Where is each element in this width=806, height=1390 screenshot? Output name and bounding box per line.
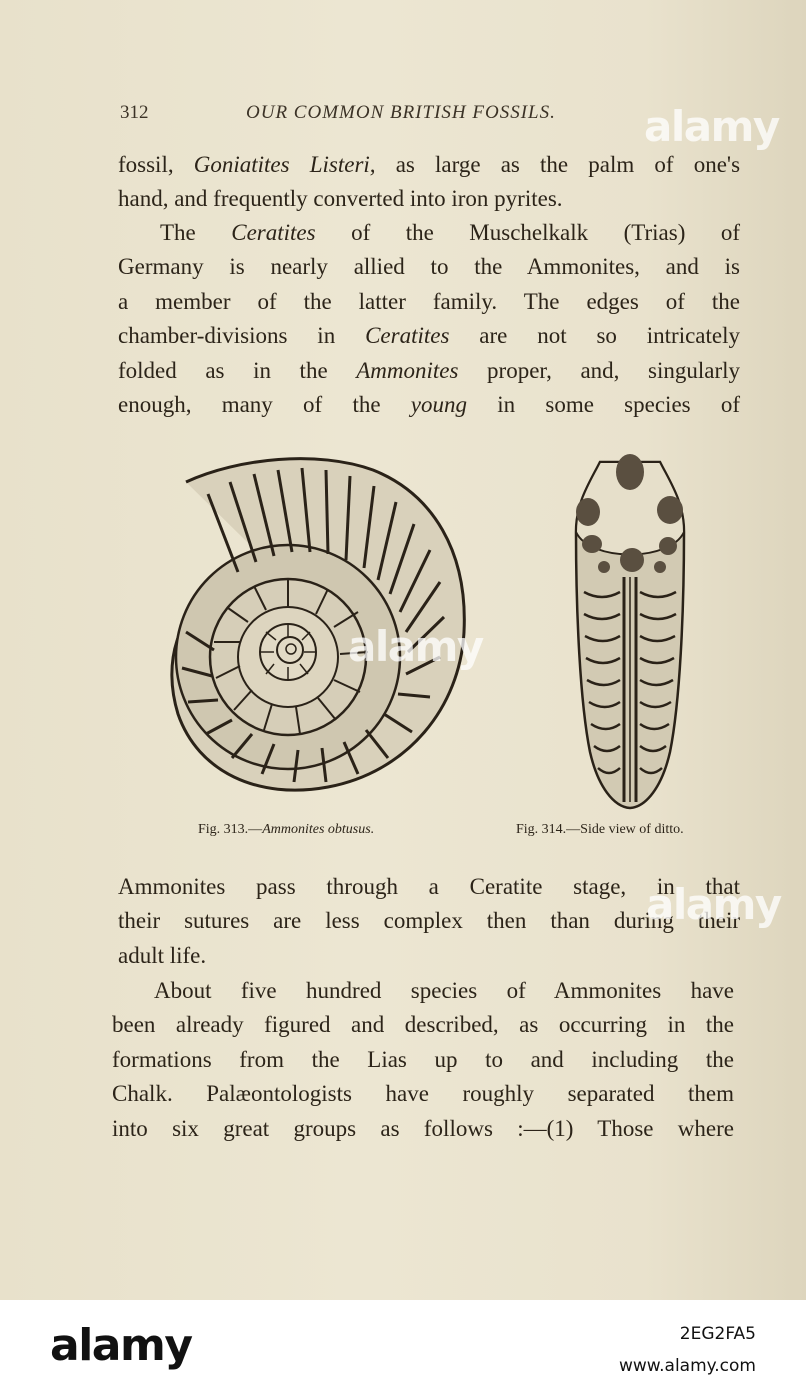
text-line: fossil, Goniatites Listeri, as large as the palm of one's [118,152,741,177]
paragraph-2 [118,216,740,422]
text-line: adult life. [118,942,207,968]
figure-314-side-view [570,452,690,816]
ammonite-side-view-illustration [570,452,690,812]
paragraph-4 [112,974,734,1146]
watermark: alamy [644,102,779,151]
stock-footer [0,1300,806,1390]
figure-314-caption: Fig. 314.—Side view of ditto. [516,822,684,837]
text-line: folded as in the Ammonites proper, and, singularly [118,357,740,383]
watermark: alamy [646,880,781,929]
text-line: The Ceratites of the Muschelkalk (Trias) of [160,220,740,245]
image-id-block [619,1318,756,1382]
text-line: chamber-divisions in Ceratites are not so intricately [118,323,740,349]
paragraph-1 [118,148,740,217]
text-line: formations from the Lias up to and including the [112,1046,734,1072]
text-line: About five hundred species of Ammonites have [154,978,734,1003]
text-line: been already figured and described, as occurring in the [112,1012,734,1038]
text-line: enough, many of the young in some species of [118,392,740,418]
text-line: hand, and frequently converted into iron pyrites. [118,186,563,212]
text-line: Chalk. Palæontologists have roughly separated them [112,1081,734,1107]
figure-313-caption: Fig. 313.—Ammonites obtusus. [198,822,375,837]
text-line: Ammonites pass through a Ceratite stage, in that [118,874,740,899]
text-line: into six great groups as follows :—(1) Those where [112,1115,734,1141]
running-title: OUR COMMON BRITISH FOSSILS. [246,102,556,123]
text-line: a member of the latter family. The edges of the [118,288,740,314]
image-id: 2EG2FA5 [679,1324,756,1344]
page-number: 312 [120,102,149,123]
brand-logo: alamy [50,1320,192,1371]
text-line: their sutures are less complex then than during their [118,908,740,934]
site-url: www.alamy.com [618,1356,756,1376]
text-line: Germany is nearly allied to the Ammonites, and is [118,254,740,280]
watermark: alamy [348,622,483,671]
